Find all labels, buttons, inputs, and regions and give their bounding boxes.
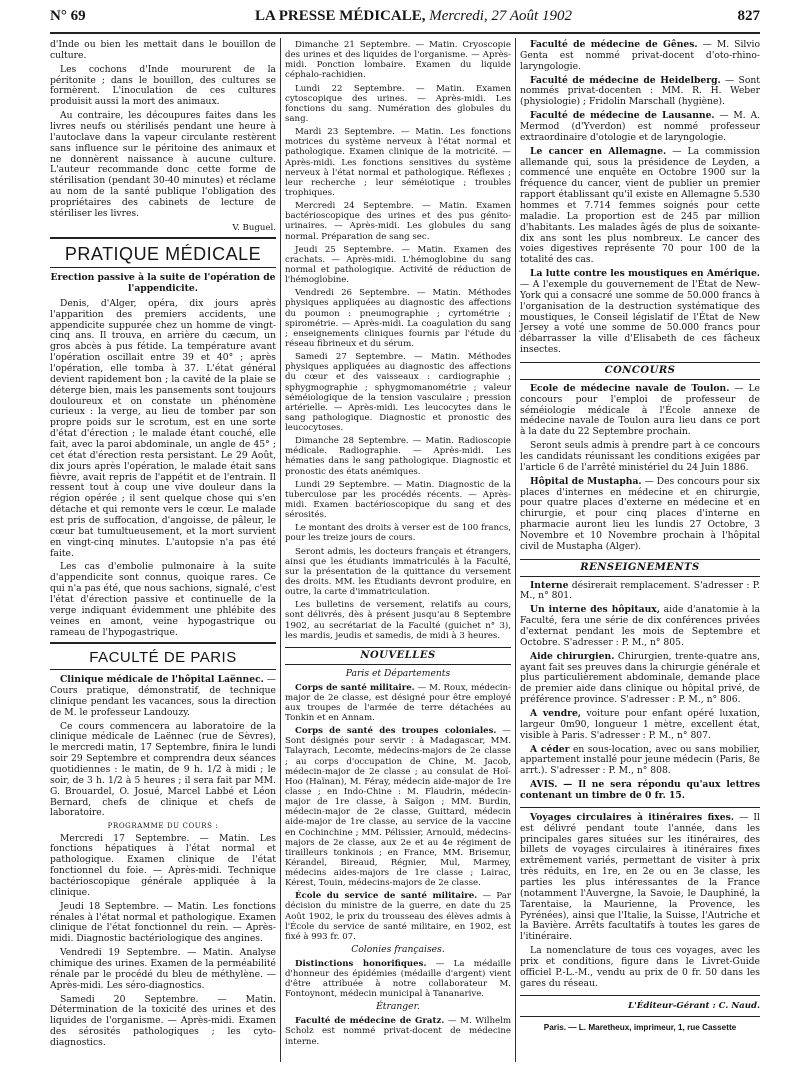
item-heading: École du service de santé militaire.: [295, 891, 478, 902]
item-heading: Faculté de médecine de Heidelberg.: [530, 74, 721, 86]
program-day: Mercredi 24 Septembre. — Matin. Examen bactérioscopique des urines et des pus génito-urinaires. — Après-midi. Les globules du sang normal. Préparation de sang sec.: [285, 201, 511, 242]
program-day: Vendredi 26 Septembre. — Matin. Méthodes physiques appliquées au diagnostic des affections du poumon : pneumographie ; cyrtométrie ; spirométrie. — Après-midi. La coagulation du sang ; enseignements cliniques fournis par l'étude du réseau fibrineux et du sérum.: [285, 288, 511, 349]
subsection-heading: Paris et Départements: [345, 667, 451, 679]
column-2: [285, 40, 511, 1050]
item-heading: Voyages circulaires à itinéraires fixes.: [530, 811, 734, 823]
item-heading: Clinique médicale de l'hôpital Laënnec.: [60, 674, 264, 686]
printer-line: Paris. — L. Maretheux, imprimeur, 1, rue Cassette: [543, 1022, 737, 1032]
item-heading: A vendre,: [530, 708, 582, 719]
section-heading: CONCOURS: [520, 362, 760, 380]
section-heading: NOUVELLES: [285, 647, 511, 665]
item-heading: Faculté de médecine de Gratz.: [295, 1016, 445, 1027]
article-title: Erection passive à la suite de l'opération de l'appendicite.: [50, 272, 276, 294]
editor-manager: L'Éditeur-Gérant : C. Naud.: [628, 1000, 760, 1011]
column-3: [520, 40, 760, 1032]
subsection-heading: Étranger.: [376, 1001, 420, 1013]
separator-rule: [520, 995, 760, 996]
paragraph: Les bulletins de versement, relatifs au cours, sont délivrés, dès à présent jusqu'au 8 Septembre 1902, au secrétariat de la Faculté (guichet n° 3), les mardis, jeudis et samedis, de midi à 3 heures.: [285, 600, 511, 641]
item-heading: A céder: [530, 743, 570, 755]
paragraph: Denis, d'Alger, opéra, dix jours après l'apparition des premiers accidents, une appendicite suppurée chez un homme de vingt-cinq ans. Il trouva, en arrière du cæcum, un gros abcès à pus fétide. La température avant l'opération oscillait entre 39 et 40° ; après l'opération, elle tomba à 37. L'état général devient rapidement bon ; la cavité de la plaie se déterge bien, mais les pansements sont toujours douloureux et on constate un phénomène curieux : la verge, au lieu de tomber par son propre poids sur le scrotum, est en une sorte d'état d'érection ; le malade étant couché, elle fait, avec la paroi abdominale, un angle de 45° ; cet état d'érection resta persistant. Le 29 Août, dix jours après l'opération, le malade était sans fièvre, avait repris de l'appétit et de l'entrain. Il ressent tout à coup une vive douleur dans la région opérée ; il sent quelque chose qui s'en détache et qui remonte vers le cœur. Le malade est pris de suffocation, d'angoisse, de pâleur, le cœur bat tumultueusement, et la mort survient en vingt-cinq minutes. L'autopsie n'a pas été faite.: [50, 297, 277, 559]
column-1: [50, 40, 276, 1052]
paragraph: Au contraire, les découpures faites dans les livres neufs ou stérilisés pendant une heure à l'autoclave dans la vapeur circulante restèrent sans influence sur le péritoine des animaux et ne donnèrent naissance à aucune culture. L'auteur recommande donc cette forme de stérilisation (pendant 30-40 minutes) et réclame au nom de la santé publique l'obligation des propriétaires des cabinets de lecture de stériliser les livres.: [50, 110, 276, 219]
page-number: 827: [737, 8, 760, 24]
program-day: Dimanche 21 Septembre. — Matin. Cryoscopie des urines et des liquides de l'organisme. — Après-midi. Ponction lombaire. Examen du liquide céphalo-rachidien.: [285, 40, 511, 81]
item-text: — Il est délivré pendant toute l'année, dans les principales gares situées sur les itinéraires, des billets de voyages circulaires à itinéraires fixes extrêmement variés, permettant de visiter à prix très réduits, en 1re, en 2e ou en 3e classe, les parties les plus intéressantes de la France (notamment l'Auvergne, la Savoie, le Dauphiné, la Tarentaise, la Maurienne, la Provence, les Pyrénées), ainsi que l'Italie, la Suisse, l'Autriche et la Bavière. Arrêts facultatifs à toutes les gares de l'itinéraire.: [520, 811, 760, 943]
author-signature: V. Buguel.: [232, 222, 276, 233]
program-day: Jeudi 25 Septembre. — Matin. Examen des crachats. — Après-midi. L'hémoglobine du sang normal et pathologique. Activité de réduction de l'hémoglobine.: [285, 244, 511, 286]
paragraph: Seront admis, les docteurs français et étrangers, ainsi que les étudiants immatriculés à la Faculté, sur la présentation de la quittance du versement des droits. MM. les Étudiants devront produire, en outre, la carte d'immatriculation.: [285, 546, 511, 598]
section-banner: PRATIQUE MÉDICALE: [50, 237, 276, 268]
section-heading: RENSEIGNEMENTS: [520, 559, 760, 577]
paragraph: Ce cours commencera au laboratoire de la clinique médicale de Laënnec (rue de Sèvres), le mercredi matin, 17 Septembre, finira le lundi soir 29 Septembre et comprendra deux séances quotidiennes : le matin, de 9 h. 1/2 à midi ; le soir, de 3 h. 1/2 à 5 heures ; il sera fait par MM. G. Brouardel, O. Josué, Marcel Labbé et Léon Bernard, chefs de clinique et chefs de laboratoire.: [50, 720, 276, 819]
issue-date: Mercredi, 27 Août 1902: [429, 8, 572, 24]
item-text: — Sont désignés pour servir : à Madagascar, MM. Talayrach, Lecomte, médecins-majors de 2e classe ; au corps d'occupation de Chine, M. Jacob, médecin-major de 2e classe ; au consulat de Hoï-Hoo (Haïnan), M. Féray, médecin aide-major de 1re classe ; en Indo-Chine : M. Flaudrin, médecin-major de 1re classe, à Saïgon ; MM. Burdin, médecin-major de 2e classe, Guittard, médecin aide-major de 1re classe, au service de la vaccine en Cochinchine ; MM. Pélissier, Arnould, médecins-majors de 2e classe, aux 2e et au 4e régiment de tirailleurs tonkinois ; en France, MM. Brisemur, Kérandel, Bireaud, Régnier, Mul, Marmey, médecins aides-majors de 1re classe ; Lairac, Kérest, Touin, médecins-majors de 2e classe.: [285, 726, 512, 889]
item-text: — M. Wilhelm Scholz est nommé privat-docent de médecine interne.: [285, 1016, 511, 1047]
item-heading: Faculté de médecine de Lausanne.: [530, 110, 715, 122]
paragraph: La nomenclature de tous ces voyages, avec les prix et conditions, figure dans le Livret-Guide officiel P.-L.-M., vendu au prix de 0 fr. 50 dans les gares du réseau.: [520, 945, 760, 989]
program-day: Samedi 27 Septembre. — Matin. Méthodes physiques appliquées au diagnostic des affections du cœur et des vaisseaux : cardiographie ; sphygmographie ; sphygmomanométrie ; valeur séméiologique de la tension vasculaire ; pression artérielle. — Après-midi. Les leucocytes dans le sang pathologique. Diagnostic et pronostic des leucocytoses.: [285, 352, 511, 434]
item-heading: Corps de santé militaire.: [295, 682, 415, 693]
separator-rule: [520, 1016, 760, 1017]
separator-rule: [520, 807, 760, 808]
item-text: — Par décision du ministre de la guerre, en date du 25 Août 1902, le prix du trousseau des élèves admis à l'École du service de santé militaire, en 1902, est fixé à 993 fr. 07.: [285, 891, 512, 942]
item-text: désirerait remplacement. S'adresser : P. M., n° 801.: [520, 579, 760, 602]
item-text: — Sont nommés privat-docenten : MM. R. H. Weber (physiologie) ; Fridolin Marschall (hygiène).: [520, 74, 760, 108]
program-day: Samedi 20 Septembre. — Matin. Détermination de la toxicité des urines et des liquides de l'organisme. — Après-midi. Examen des sérosités pathologiques ; les cyto-diagnostics.: [50, 993, 276, 1049]
item-text: en sous-location, avec ou sans mobilier, appartement installé pour jeune médecin (Paris, 8e arrt.). S'adresser : P. M., n° 808.: [520, 743, 760, 777]
item-text: — La commission allemande qui, sous la présidence de Leyden, a commencé une enquête en Octobre 1900 sur la fréquence du cancer, vient de publier un premier rapport établissant qu'il existe en Allemagne 5.530 hommes et 7.714 femmes soignés pour cette maladie. La proportion est de 245 par million d'habitants. Les malades âgés de plus de soixante-dix ans sont les plus nombreux. Le cancer des voies digestives représente 70 pour 100 de la totalité des cas.: [520, 145, 760, 266]
paragraph: Les cas d'embolie pulmonaire à la suite d'appendicite sont connus, quoique rares. Ce qui n'a pas été, que nous sachions, signalé, c'est l'état d'érection passive et continuelle de la verge indiquant évidemment une phlébite des veines en amont, veine hypogastrique ou rameau de l'hypogastrique.: [50, 561, 276, 638]
issue-number: N° 69: [50, 8, 86, 24]
item-text: — La médaille d'honneur des épidémies (médaille d'argent) vient d'être attribuée à notre collaborateur M. Fontoynont, médecin municipal à Tananarive.: [285, 958, 511, 1000]
item-heading: Aide chirurgien.: [530, 650, 615, 662]
program-day: Dimanche 28 Septembre. — Matin. Radioscopie médicale. Radiographie. — Après-midi. Les hématies dans le sang pathologique. Diagnostic et pronostic des états anémiques.: [285, 436, 511, 477]
item-text: — Cours pratique, démonstratif, de technique clinique pendant les vacances, sous la direction de M. le professeur Landouzy.: [50, 674, 276, 718]
program-day: Jeudi 18 Septembre. — Matin. Les fonctions rénales à l'état normal et pathologique. Examen clinique de l'état fonctionnel du rein. — Après-midi. Diagnostic bactériologique des angines.: [50, 900, 276, 945]
column-divider: [280, 38, 281, 1062]
item-text: — Des concours pour six places d'internes en médecine et en chirurgie, pour quatre places d'externe en médecine et en chirurgie, et pour cinq places d'interne en pharmacie auront lieu les lundis 27 Octobre, 3 Novembre et 10 Novembre prochain à l'hôpital civil de Mustapha (Alger).: [520, 475, 760, 552]
paragraph: Seront seuls admis à prendre part à ce concours les candidats réunissant les conditions exigées par l'article 6 de l'arrêté ministériel du 24 Juin 1886.: [520, 440, 760, 473]
header-rule: [50, 32, 760, 34]
item-heading: Interne: [530, 579, 569, 591]
item-text: Chirurgien, trente-quatre ans, ayant fait ses preuves dans la chirurgie générale et plus particulièrement abdominale, demande place de premier aide dans clinique ou hôpital privé, de préférence province. S'adresser : P. M., n° 806.: [520, 650, 760, 706]
subsection-heading: Colonies françaises.: [351, 944, 445, 956]
item-heading: Un interne des hôpitaux,: [530, 604, 660, 616]
program-day: Lundi 29 Septembre. — Matin. Diagnostic de la tuberculose par les procédés récents. — Après-midi. Examen bactérioscopique du sang et des sérosités.: [285, 479, 511, 521]
item-heading: Le cancer en Allemagne.: [530, 145, 667, 157]
item-text: voiture pour enfant opéré luxation, largeur 0m90, longueur 1 mètre, excellent état, visible à Paris. S'adresser : P. M., n° 807.: [520, 708, 760, 741]
item-text: — A l'exemple du gouvernement de l'État de New-York qui a consacré une somme de 50.000 francs à l'organisation de la destruction systématique des moustiques, le Conseil législatif de l'État de New Jersey a voté une somme de 50.000 francs pour débarrasser la ville d'Elisabeth de ces fâcheux insectes.: [520, 279, 760, 356]
paragraph: Les cochons d'Inde moururent de la péritonite ; dans le bouillon, des cultures se formèrent. L'inoculation de ces cultures produisit aussi la mort des animaux.: [50, 63, 276, 108]
item-text: — Le concours pour l'emploi de professeur de séméiologie médicale à l'École annexe de médecine navale de Toulon aura lieu dans ce port à la date du 22 Septembre prochain.: [520, 382, 760, 438]
item-heading: La lutte contre les moustiques en Amérique.: [530, 268, 760, 280]
item-heading: Faculté de médecine de Gênes.: [530, 39, 698, 50]
column-divider: [515, 38, 516, 1062]
program-heading: PROGRAMME DU COURS :: [107, 822, 219, 831]
paragraph: d'Inde ou bien les mettait dans le bouillon de culture.: [50, 39, 276, 61]
journal-name: LA PRESSE MÉDICALE,: [255, 8, 426, 24]
program-day: Mardi 23 Septembre. — Matin. Les fonctions motrices du système nerveux à l'état normal et pathologique. Examen clinique de la motricité. — Après-midi. Les fonctions sensitives du système nerveux à l'état normal et pathologique. Réflexes ; leur recherche ; leur séméiotique ; troubles trophiques.: [285, 127, 511, 198]
item-text: — M. A. Mermod (d'Yverdon) est nommé professeur extraordinaire d'otologie et de laryngologie.: [520, 110, 760, 143]
program-day: Vendredi 19 Septembre. — Matin. Analyse chimique des urines. Examen de la perméabilité rénale par le procédé du bleu de méthylène. — Après-midi. Les séro-diagnostics.: [50, 947, 276, 991]
item-text: — M. Silvio Genta est nommé privat-docent d'oto-rhino-laryngologie.: [520, 39, 760, 72]
item-text: — M. Roux, médecin-major de 2e classe, est désigné pour être employé aux troupes de l'armée de terre détachées au Tonkin et en Annam.: [285, 682, 511, 723]
notice: AVIS. — Il ne sera répondu qu'aux lettres contenant un timbre de 0 fr. 15.: [520, 779, 760, 802]
section-banner: FACULTÉ DE PARIS: [50, 642, 276, 670]
journal-title: [255, 8, 572, 25]
program-day: Lundi 22 Septembre. — Matin. Examen cytoscopique des urines. — Après-midi. Les fonctions du sang. Numération des globules du sang.: [285, 83, 511, 124]
item-heading: Distinctions honorifiques.: [295, 958, 427, 969]
item-heading: Hôpital de Mustapha.: [530, 475, 642, 487]
item-text: aide d'anatomie à la Faculté, fera une série de dix conférences privées d'externat pendant les mois de Septembre et Octobre. S'adresser : P. M., n° 805.: [520, 604, 760, 648]
item-heading: Ecole de médecine navale de Toulon.: [530, 382, 730, 394]
program-day: Mercredi 17 Septembre. — Matin. Les fonctions hépatiques à l'état normal et pathologique. Examen clinique de l'état fonctionnel du foie. — Après-midi. Technique bactérioscopique générale appliquée à la clinique.: [50, 832, 276, 898]
page-header: [50, 8, 760, 30]
paragraph: Le montant des droits à verser est de 100 francs, pour les treize jours de cours.: [285, 523, 511, 544]
item-heading: Corps de santé des troupes coloniales.: [295, 726, 497, 737]
